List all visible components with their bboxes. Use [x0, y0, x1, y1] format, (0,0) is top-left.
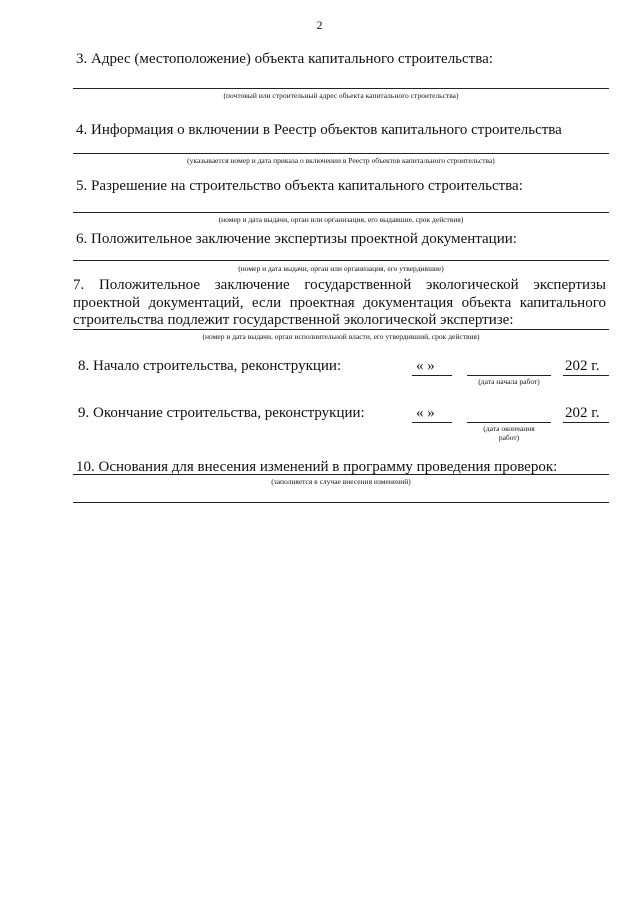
section-4-hint: (указывается номер и дата приказа о включении в Реестр объектов капитального строительства) — [187, 156, 495, 165]
section-10-hint: (заполняется в случае внесения изменений) — [271, 477, 411, 486]
page-number: 2 — [316, 18, 323, 32]
section-6-label: 6. Положительное заключение экспертизы проектной документации: — [76, 231, 517, 247]
section-7-hint: (номер и дата выдачи, орган исполнительной власти, его утвердивший, срок действия) — [202, 332, 480, 341]
section-5-label: 5. Разрешение на строительство объекта капитального строительства: — [76, 178, 523, 194]
section-8-year-line[interactable] — [563, 375, 609, 376]
section-9-hint-line-1: (дата окончания — [483, 424, 535, 433]
section-9-day-quotes: « » — [416, 405, 435, 421]
section-6-field-line[interactable] — [73, 260, 609, 261]
section-8-hint: (дата начала работ) — [478, 377, 540, 386]
section-3-hint: (почтовый или строительный адрес объекта капитального строительства) — [223, 91, 459, 100]
section-7-field-line[interactable] — [73, 329, 609, 330]
section-8-day-line[interactable] — [412, 375, 452, 376]
section-6-hint: (номер и дата выдачи, орган или организация, его утвердившие) — [238, 264, 444, 273]
section-4-field-line[interactable] — [73, 153, 609, 154]
section-8-month-line[interactable] — [467, 375, 551, 376]
section-4-label: 4. Информация о включении в Реестр объектов капитального строительства — [76, 122, 562, 138]
section-7-paragraph — [73, 277, 606, 330]
section-9-hint-line-2: работ) — [498, 433, 520, 442]
section-8-day-quotes: « » — [416, 358, 435, 374]
section-7-line-2: проектной документаций, если проектная документация объекта капитального — [73, 294, 606, 311]
section-9-month-line[interactable] — [467, 422, 551, 423]
section-9-year: 202 г. — [565, 405, 600, 421]
section-5-field-line[interactable] — [73, 212, 609, 213]
section-8-year: 202 г. — [565, 358, 600, 374]
section-9-day-line[interactable] — [412, 422, 452, 423]
section-3-label: 3. Адрес (местоположение) объекта капитального строительства: — [76, 51, 493, 67]
section-9-label: 9. Окончание строительства, реконструкции: — [78, 405, 365, 421]
section-9-year-line[interactable] — [563, 422, 609, 423]
section-3-field-line[interactable] — [73, 88, 609, 89]
section-5-hint: (номер и дата выдачи, орган или организация, его выдавшие, срок действия) — [218, 215, 464, 224]
section-10-field-line[interactable] — [73, 474, 609, 475]
section-10-label: 10. Основания для внесения изменений в программу проведения проверок: — [76, 459, 558, 475]
section-10-extra-line[interactable] — [73, 502, 609, 503]
section-7-line-1: 7. Положительное заключение государственной экологической экспертизы — [73, 277, 606, 293]
section-7-line-3: строительства подлежит государственной экологической экспертизе: — [73, 312, 514, 328]
section-8-label: 8. Начало строительства, реконструкции: — [78, 358, 342, 374]
